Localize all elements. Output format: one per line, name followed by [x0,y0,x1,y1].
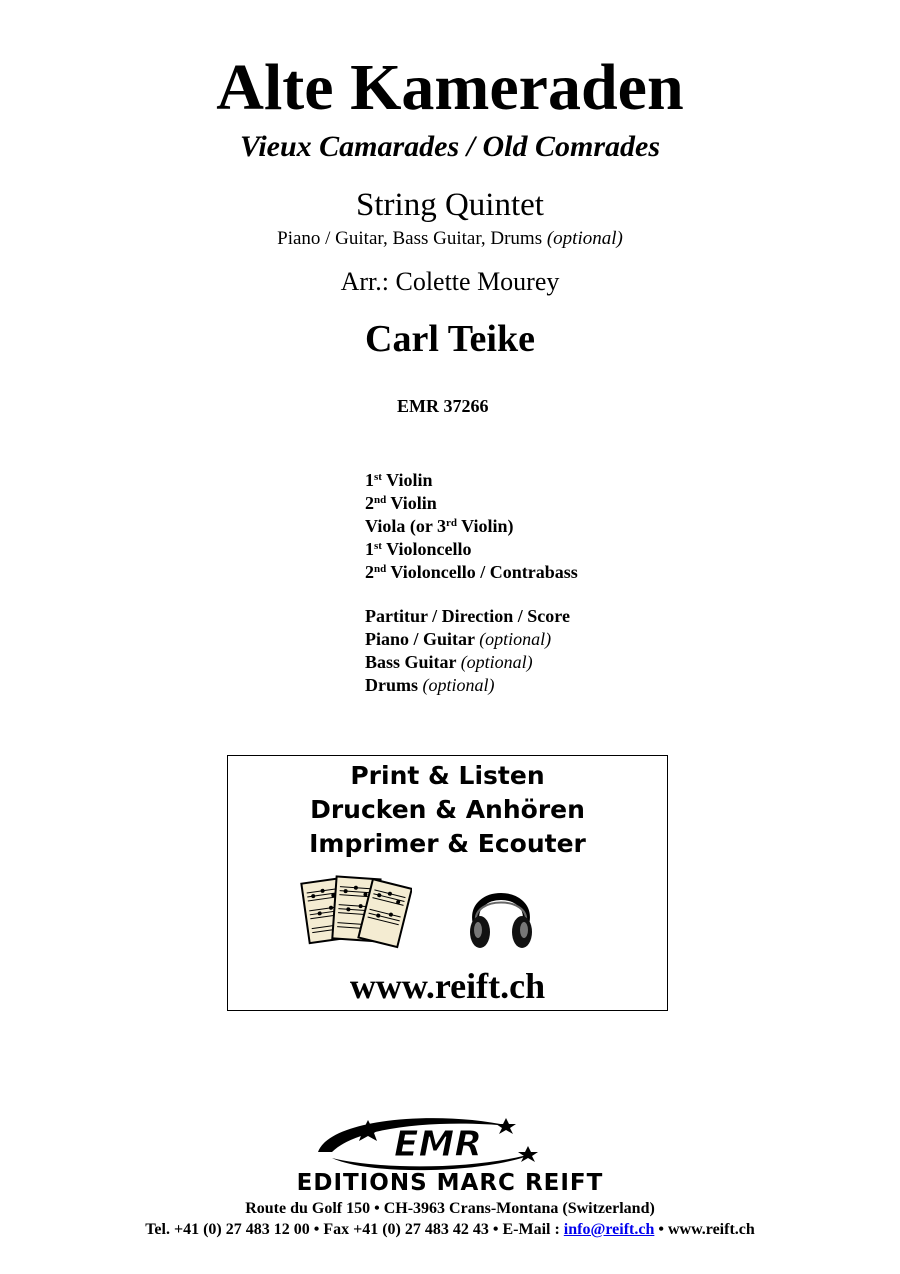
subtitle: Vieux Camarades / Old Comrades [239,130,661,163]
instrumentation-text: Piano / Guitar, Bass Guitar, Drums [277,228,543,249]
part-violoncello-2: 2nd Violoncello / Contrabass [365,562,578,582]
emr-logo [310,1112,555,1174]
promo-line-de: Drucken & Anhören [310,795,585,824]
part-piano-guitar: Piano / Guitar (optional) [365,629,552,649]
publisher-address: Route du Golf 150 • CH-3963 Crans-Montana (Switzerland) [245,1200,655,1217]
promo-url[interactable]: www.reift.ch [349,966,546,1006]
composer: Carl Teike [365,318,535,360]
part-violoncello-1: 1st Violoncello [365,539,472,559]
promo-line-en: Print & Listen [350,761,545,790]
print-listen-box [227,755,668,1011]
sheet-music-icon [300,870,412,954]
parts-list-strings [365,469,578,584]
part-score: Partitur / Direction / Score [365,606,570,626]
part-viola: Viola (or 3rd Violin) [365,516,514,536]
page-title: Alte Kameraden [216,51,684,124]
ensemble: String Quintet [356,187,544,223]
emr-logo-text: EMR [393,1124,483,1165]
parts-list-other [365,605,570,697]
promo-line-fr: Imprimer & Ecouter [309,829,586,858]
headphones-icon [466,874,536,954]
optional-note: (optional) [546,228,623,249]
part-drums: Drums (optional) [365,675,495,695]
catalog-number: EMR 37266 [397,396,489,416]
part-bass-guitar: Bass Guitar (optional) [365,652,533,672]
part-violin-2: 2nd Violin [365,493,437,513]
arranger: Arr.: Colette Mourey [340,267,560,296]
email-link[interactable]: info@reift.ch [563,1221,655,1238]
part-violin-1: 1st Violin [365,470,433,490]
publisher-contact: Tel. +41 (0) 27 483 12 00 • Fax +41 (0) 27 483 42 43 • E-Mail : info@reift.ch • www.reift.ch [145,1221,755,1238]
instrumentation-line [0,227,900,251]
emr-wordmark: EDITIONS MARC REIFT [296,1170,604,1196]
